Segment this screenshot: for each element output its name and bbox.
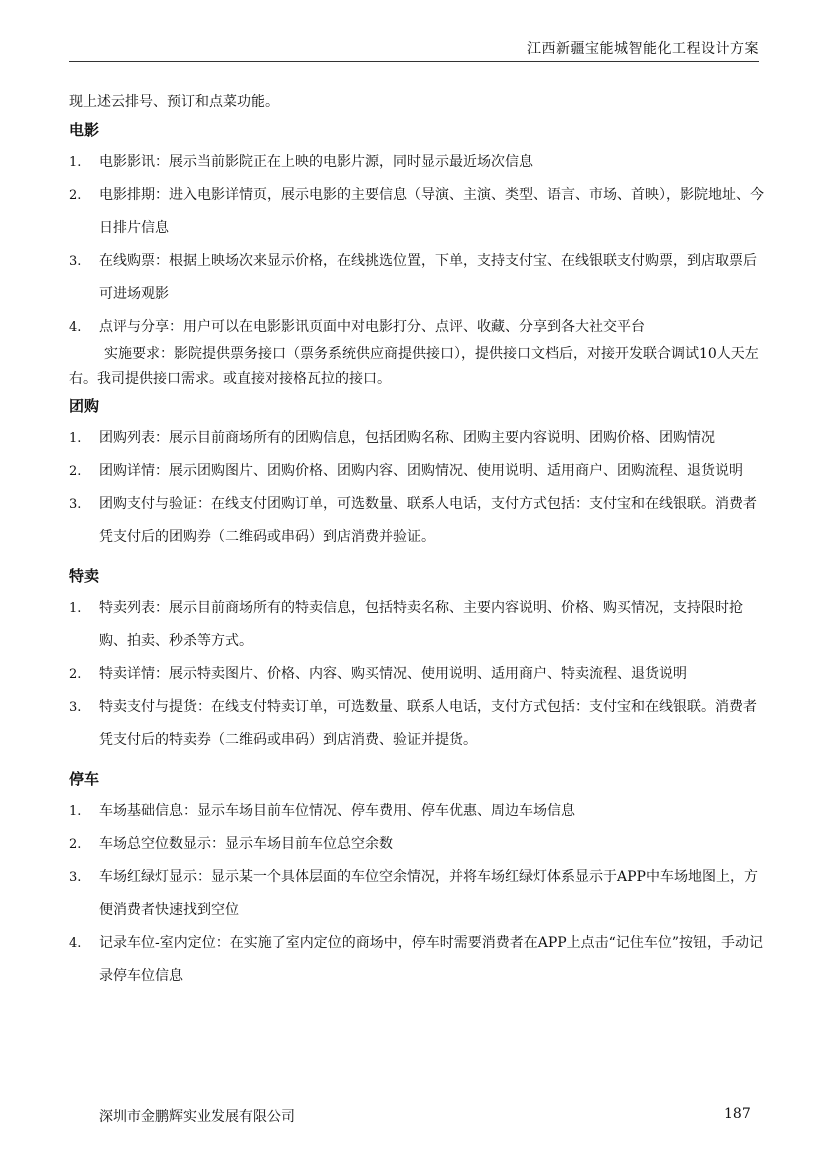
list-item xyxy=(69,455,769,488)
list-item xyxy=(69,245,769,311)
list-item xyxy=(69,488,769,554)
list-item xyxy=(69,592,769,658)
list-item xyxy=(69,146,769,179)
numbered-list xyxy=(69,592,769,757)
list-item-text: 电影排期：进入电影详情页，展示电影的主要信息（导演、主演、类型、语言、市场、首映），影院地址、今日排片信息 xyxy=(99,187,764,236)
list-number: 2. xyxy=(69,667,82,682)
implementation-note: 实施要求：影院提供票务接口（票务系统供应商提供接口），提供接口文档后，对接开发联合调试10人天左右。我司提供接口需求。或直接对接格瓦拉的接口。 xyxy=(69,346,759,387)
list-number: 1. xyxy=(69,155,82,170)
intro-text: 现上述云排号、预订和点菜功能。 xyxy=(69,94,279,110)
list-item-text: 特卖支付与提货：在线支付特卖订单，可选数量、联系人电话，支付方式包括：支付宝和在线银联。消费者凭支付后的特卖券（二维码或串码）到店消费、验证并提货。 xyxy=(99,699,757,748)
list-item xyxy=(69,311,769,344)
list-number: 3. xyxy=(69,497,82,512)
list-item-text: 团购支付与验证：在线支付团购订单，可选数量、联系人电话，支付方式包括：支付宝和在线银联。消费者凭支付后的团购券（二维码或串码）到店消费并验证。 xyxy=(99,496,757,545)
list-number: 1. xyxy=(69,601,82,616)
list-item-text: 特卖详情：展示特卖图片、价格、内容、购买情况、使用说明、适用商户、特卖流程、退货说明 xyxy=(99,666,687,682)
section-flash-sale xyxy=(69,566,769,757)
list-item-text: 团购详情：展示团购图片、团购价格、团购内容、团购情况、使用说明、适用商户、团购流程、退货说明 xyxy=(99,463,743,479)
list-item-text: 团购列表：展示目前商场所有的团购信息，包括团购名称、团购主要内容说明、团购价格、团购情况 xyxy=(99,430,715,446)
list-item xyxy=(69,658,769,691)
section-heading: 特卖 xyxy=(69,567,100,585)
list-number: 3. xyxy=(69,254,82,269)
list-number: 4. xyxy=(69,936,82,951)
list-number: 1. xyxy=(69,431,82,446)
footer-company: 深圳市金鹏辉实业发展有限公司 xyxy=(99,1109,295,1125)
list-number: 2. xyxy=(69,188,82,203)
list-item xyxy=(69,927,769,993)
list-item xyxy=(69,422,769,455)
numbered-list xyxy=(69,795,769,993)
list-number: 2. xyxy=(69,837,82,852)
section-heading: 停车 xyxy=(69,770,100,788)
section-group-buy xyxy=(69,396,769,554)
list-item-text: 车场总空位数显示：显示车场目前车位总空余数 xyxy=(99,836,393,852)
list-item xyxy=(69,179,769,245)
list-item-text: 在线购票：根据上映场次来显示价格，在线挑选位置，下单，支持支付宝、在线银联支付购票，到店取票后可进场观影 xyxy=(99,253,757,302)
section-parking xyxy=(69,769,769,993)
list-number: 2. xyxy=(69,464,82,479)
list-item xyxy=(69,691,769,757)
header-rule xyxy=(69,61,759,62)
section-heading: 电影 xyxy=(69,121,100,139)
list-item-text: 点评与分享：用户可以在电影影讯页面中对电影打分、点评、收藏、分享到各大社交平台 xyxy=(99,319,645,335)
list-item-text: 车场基础信息：显示车场目前车位情况、停车费用、停车优惠、周边车场信息 xyxy=(99,803,575,819)
section-heading: 团购 xyxy=(69,397,100,415)
list-item-text: 记录车位-室内定位：在实施了室内定位的商场中，停车时需要消费者在APP上点击“记住车位”按钮，手动记录停车位信息 xyxy=(99,935,763,984)
list-item xyxy=(69,795,769,828)
list-number: 4. xyxy=(69,320,82,335)
section-movie xyxy=(69,120,769,392)
document-body xyxy=(69,92,769,993)
list-item xyxy=(69,828,769,861)
list-item-text: 特卖列表：展示目前商场所有的特卖信息，包括特卖名称、主要内容说明、价格、购买情况，支持限时抢购、拍卖、秒杀等方式。 xyxy=(99,600,743,649)
numbered-list xyxy=(69,146,769,344)
page-header-title: 江西新疆宝能城智能化工程设计方案 xyxy=(527,41,759,57)
list-item-text: 车场红绿灯显示：显示某一个具体层面的车位空余情况，并将车场红绿灯体系显示于APP中车场地图上，方便消费者快速找到空位 xyxy=(99,869,758,918)
numbered-list xyxy=(69,422,769,554)
list-item-text: 电影影讯：展示当前影院正在上映的电影片源，同时显示最近场次信息 xyxy=(99,154,533,170)
list-number: 3. xyxy=(69,700,82,715)
list-number: 3. xyxy=(69,870,82,885)
page-number: 187 xyxy=(724,1106,751,1122)
list-item xyxy=(69,861,769,927)
list-number: 1. xyxy=(69,804,82,819)
